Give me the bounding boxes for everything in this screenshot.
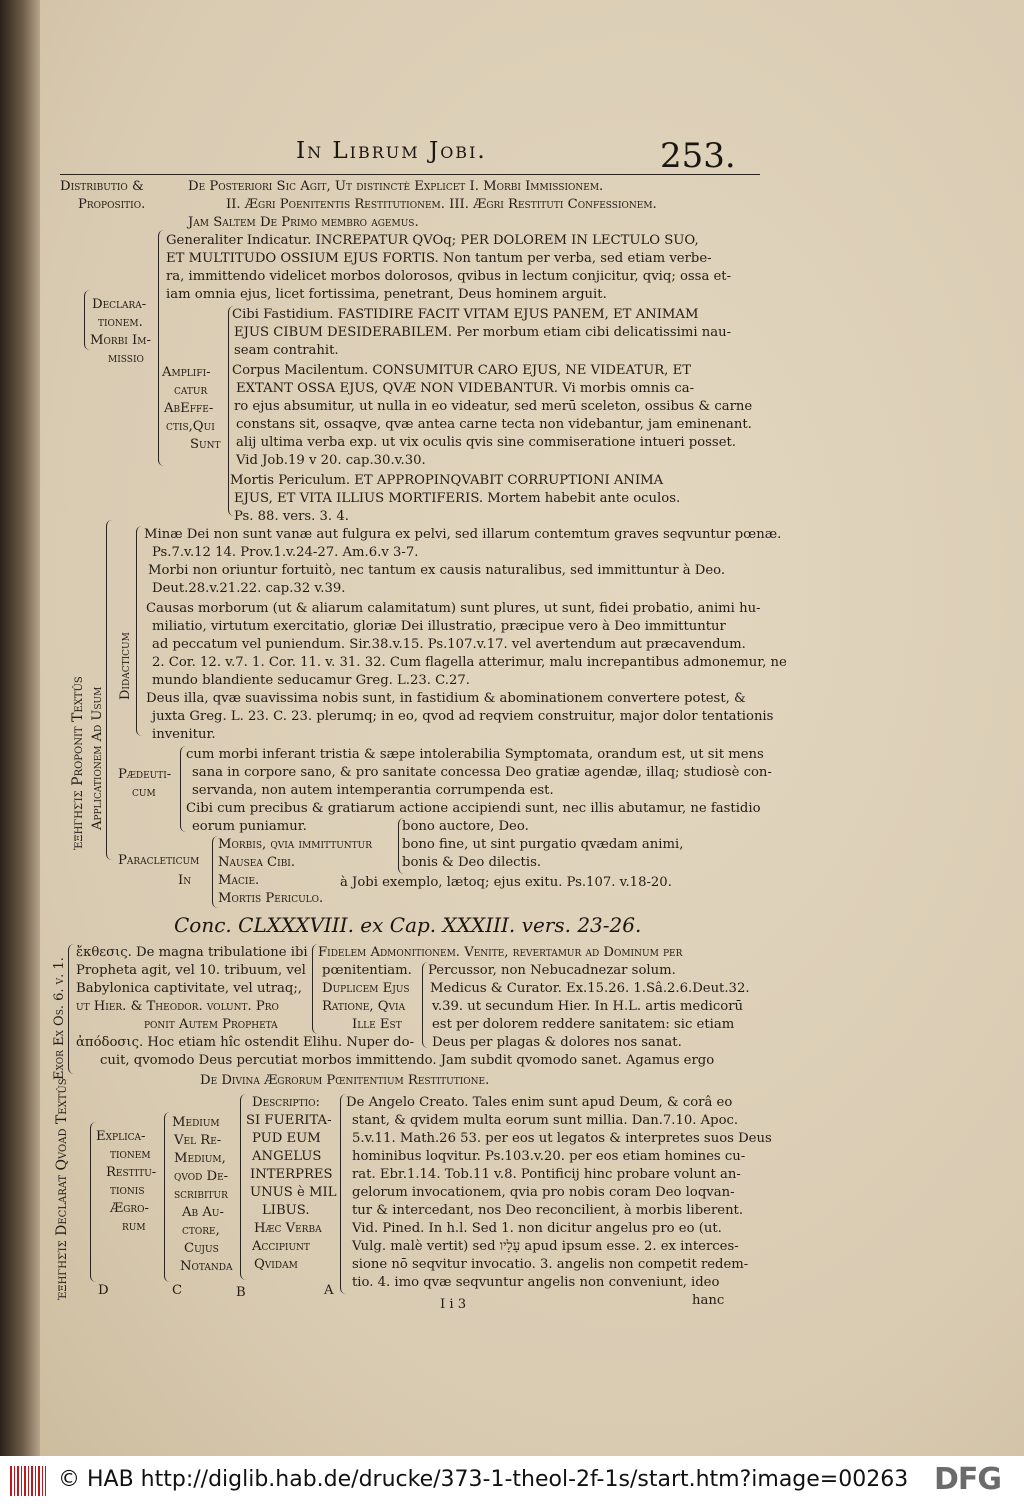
- percussor-line: Medicus & Curator. Ex.15.26. 1.Sâ.2.6.Deut.32.: [430, 981, 750, 996]
- angelo-line: gelorum invocationem, qvia pro nobis coram Deo loqvan-: [352, 1185, 735, 1200]
- restitutio-subtitle: De Divina Ægrorum Pœnitentium Restitutione.: [200, 1073, 490, 1088]
- column-letter: B: [236, 1285, 246, 1300]
- medium-label: Vel Re-: [174, 1133, 222, 1148]
- exor-line: ἔκθεσις. De magna tribulatione ibi: [76, 945, 308, 960]
- amplificatur-line: Ps. 88. vers. 3. 4.: [234, 509, 349, 524]
- brace: [136, 526, 143, 736]
- brace: [106, 520, 113, 860]
- brace: [164, 1112, 171, 1282]
- vertical-label-declarat: ἐξηγησίς Declarat Qvoad Textûs: [54, 1078, 70, 1300]
- viewer-footer: [0, 1456, 1024, 1504]
- percussor-line: est per dolorem reddere sanitatem: sic etiam: [432, 1017, 735, 1032]
- exor-line: Babylonica captivitate, vel utraq;,: [76, 981, 302, 996]
- angelo-line: tur & intercedant, nos Deo reconcilient, à morbis liberent.: [352, 1203, 744, 1218]
- bleed-through-text: ······: [4, 380, 17, 401]
- running-head: In Librum Jobi.: [296, 138, 487, 164]
- didacticum-line: mundo blandiente seducamur Greg. L.23. C.27.: [152, 673, 470, 688]
- header-rule: [60, 174, 760, 175]
- vertical-label-didacticum: Didacticum: [118, 632, 133, 700]
- column-letter: D: [98, 1283, 109, 1298]
- angelo-line: hominibus loqvitur. Ps.103.v.20. per eos etiam homines cu-: [352, 1149, 746, 1164]
- amplificatur-label: AbEffe-: [164, 401, 214, 416]
- catchword: hanc: [692, 1293, 725, 1308]
- descriptio-line: Hæc Verba: [254, 1221, 322, 1236]
- angelo-line: Vid. Pined. In h.l. Sed 1. non dicitur angelus pro eo (ut.: [352, 1221, 722, 1236]
- explicationem-label: Restitu-: [106, 1165, 157, 1180]
- amplificatur-line: constans sit, ossaqve, qvæ antea carne tecta non videbantur, jam eminenant.: [236, 417, 752, 432]
- angelo-line: stant, & qvidem multa eorum sunt millia. Dan.7.10. Apoc.: [352, 1113, 739, 1128]
- copyright-link[interactable]: © HAB http://diglib.hab.de/drucke/373-1-theol-2f-1s/start.htm?image=00263: [58, 1467, 909, 1492]
- didacticum-line: Ps.7.v.12 14. Prov.1.v.24-27. Am.6.v 3-7.: [152, 545, 419, 560]
- explicationem-label: tionis: [110, 1183, 145, 1198]
- brace: [68, 944, 75, 1074]
- medium-label: Notanda: [180, 1259, 233, 1274]
- amplificatur-line: Corpus Macilentum. CONSUMITUR CARO EJUS, NE VIDEATUR, ET: [232, 363, 691, 378]
- declaratio-label: Declara-: [92, 297, 147, 312]
- amplificatur-line: EXTANT OSSA EJUS, QVÆ NON VIDEBANTUR. Vi morbis omnis ca-: [236, 381, 695, 396]
- fidelem-line: pœnitentiam.: [322, 963, 412, 978]
- medium-label: qvod De-: [174, 1169, 229, 1184]
- paedeuticum-line: Cibi cum precibus & gratiarum actione accipiendi sunt, nec illis abutamur, ne fastidio: [186, 801, 761, 816]
- paracleticum-reason: bono auctore, Deo.: [402, 819, 529, 834]
- exor-line: ponit Autem Propheta: [144, 1017, 278, 1032]
- amplificatur-line: Vid Job.19 v 20. cap.30.v.30.: [236, 453, 426, 468]
- dfg-logo[interactable]: DFG: [934, 1462, 1002, 1497]
- paedeuticum-line: eorum puniamur.: [192, 819, 307, 834]
- brace: [90, 1122, 97, 1282]
- descriptio-line: Accipiunt: [252, 1239, 310, 1254]
- paracleticum-reason: bonis & Deo dilectis.: [402, 855, 542, 870]
- explicationem-label: Explica-: [96, 1129, 146, 1144]
- didacticum-line: 2. Cor. 12. v.7. 1. Cor. 11. v. 31. 32. Cum flagella atterimur, malu increpantibus admonemur, ne: [152, 655, 787, 670]
- declaratio-label: missio: [108, 351, 144, 366]
- paracleticum-in: In: [178, 873, 192, 888]
- medium-label: Cujus: [184, 1241, 219, 1256]
- didacticum-line: Causas morborum (ut & aliarum calamitatum) sunt plures, ut sunt, fidei probatio, animi hu-: [146, 601, 761, 616]
- paedeuticum-label: cum: [132, 785, 156, 800]
- declaratio-line: Generaliter Indicatur. INCREPATUR QVOq; PER DOLOREM IN LECTULO SUO,: [166, 233, 699, 248]
- declaratio-line: ra, immittendo videlicet morbos dolorosos, qvibus in lectum conjicitur, qviq; ossa et-: [166, 269, 732, 284]
- column-letter: C: [172, 1283, 183, 1298]
- page-number: 253.: [660, 136, 736, 176]
- margin-distributio: Distributio &: [60, 179, 144, 194]
- paedeuticum-label: Pædeuti-: [118, 767, 172, 782]
- angelo-line: De Angelo Creato. Tales enim sunt apud Deum, & corâ eo: [346, 1095, 733, 1110]
- division-line-3: Jam Saltem De Primo membro agemus.: [188, 215, 419, 230]
- percussor-line: Deus per plagas & dolores nos sanat.: [432, 1035, 682, 1050]
- book-page: [40, 0, 1024, 1456]
- division-line-1: De Posteriori Sic Agit, Ut distinctè Explicet I. Morbi Immissionem.: [188, 179, 604, 194]
- paracleticum-reason: bono fine, ut sint purgatio qvædam animi,: [402, 837, 684, 852]
- paracleticum-item: Nausea Cibi.: [218, 855, 296, 870]
- descriptio-line: INTERPRES: [250, 1167, 333, 1182]
- paracleticum-morbis: Morbis, qvia immittuntur: [218, 837, 373, 852]
- amplificatur-line: EJUS CIBUM DESIDERABILEM. Per morbum etiam cibi delicatissimi nau-: [234, 325, 732, 340]
- brace: [158, 230, 165, 466]
- apodosis-line: ἀπόδοσις. Hoc etiam hîc ostendit Elihu. Nuper do-: [76, 1035, 415, 1050]
- descriptio-line: ANGELUS: [252, 1149, 322, 1164]
- explicationem-label: tionem: [110, 1147, 151, 1162]
- didacticum-line: juxta Greg. L. 23. C. 23. plerumq; in eo, qvod ad reqviem construitur, major dolor tentationis: [152, 709, 774, 724]
- medium-label: Medium,: [174, 1151, 226, 1166]
- vertical-label-proponit: ἐξηγησίς Proponit Textûs: [70, 676, 86, 850]
- descriptio-line: PUD EUM: [252, 1131, 321, 1146]
- angelo-line: Vulg. malè vertit) sed עָלָיו apud ipsum esse. 2. ex interces-: [352, 1239, 739, 1254]
- amplificatur-label: catur: [174, 383, 208, 398]
- amplificatur-line: Mortis Periculum. ET APPROPINQVABIT CORRUPTIONI ANIMA: [230, 473, 664, 488]
- paracleticum-item: Mortis Periculo.: [218, 891, 324, 906]
- fidelem-line: Ratione, Qvia: [322, 999, 406, 1014]
- brace: [340, 1094, 347, 1294]
- declaratio-label: Morbi Im-: [90, 333, 151, 348]
- exor-line: ut Hier. & Theodor. volunt. Pro: [76, 999, 279, 1014]
- descriptio-line: UNUS è MIL: [250, 1185, 337, 1200]
- paedeuticum-line: servanda, non autem intemperantia corrumpenda est.: [192, 783, 554, 798]
- angelo-line: 5.v.11. Math.26 53. per eos ut legatos & interpretes suos Deus: [352, 1131, 772, 1146]
- didacticum-line: invenitur.: [152, 727, 216, 742]
- amplificatur-line: EJUS, ET VITA ILLIUS MORTIFERIS. Mortem habebit ante oculos.: [234, 491, 681, 506]
- paedeuticum-line: cum morbi inferant tristia & sæpe intolerabilia Symptomata, orandum est, ut sit mens: [186, 747, 764, 762]
- amplificatur-line: Cibi Fastidium. FASTIDIRE FACIT VITAM EJUS PANEM, ET ANIMAM: [232, 307, 699, 322]
- amplificatur-label: Sunt: [190, 437, 221, 452]
- barcode-icon: [10, 1466, 46, 1496]
- descriptio-line: LIBUS.: [262, 1203, 310, 1218]
- descriptio-line: SI FUERITA-: [246, 1113, 332, 1128]
- descriptio-line: Qvidam: [254, 1257, 298, 1272]
- explicationem-label: Ægro-: [110, 1201, 150, 1216]
- vertical-label-exor: Exor Ex Os. 6. v. 1.: [52, 957, 67, 1080]
- column-letter: A: [324, 1283, 334, 1298]
- amplificatur-line: seam contrahit.: [234, 343, 339, 358]
- vertical-label-applicationem: Applicationem Ad Usum: [90, 686, 105, 830]
- paracleticum-conclusion: à Jobi exemplo, lætoq; ejus exitu. Ps.107. v.18-20.: [340, 875, 672, 890]
- paracleticum-item: Macie.: [218, 873, 260, 888]
- fidelem-line: Fidelem Admonitionem. Venite, revertamur ad Dominum per: [318, 945, 683, 960]
- amplificatur-label: Amplifi-: [162, 365, 211, 380]
- didacticum-line: Morbi non oriuntur fortuitò, nec tantum ex causis naturalibus, sed immittuntur à Deo.: [148, 563, 726, 578]
- amplificatur-line: ro ejus absumitur, ut nulla in eo videatur, sed merū sceleton, ossibus & carne: [234, 399, 753, 414]
- medium-label: scribitur: [174, 1187, 228, 1202]
- didacticum-line: miliatio, virtutum exercitatio, gloriæ Dei illustratio, præcipue vero à Deo immittuntur: [152, 619, 726, 634]
- percussor-line: v.39. ut secundum Hier. In H.L. artis medicorū: [432, 999, 744, 1014]
- angelo-line: sione nō seqvitur invocatio. 3. angelis non competit redem-: [352, 1257, 749, 1272]
- fidelem-line: Duplicem Ejus: [322, 981, 410, 996]
- paedeuticum-line: sana in corpore sano, & pro sanitate concessa Deo gratiæ agendæ, illaq; studiosè con-: [192, 765, 772, 780]
- amplificatur-label: ctis,Qui: [166, 419, 215, 434]
- angelo-line: rat. Ebr.1.14. Tob.11 v.8. Pontificij hinc probare volunt an-: [352, 1167, 741, 1182]
- paracleticum-label: Paracleticum: [118, 853, 200, 868]
- previous-page-edge: [0, 0, 40, 1456]
- medium-label: Ab Au-: [182, 1205, 224, 1220]
- medium-label: Medium: [172, 1115, 220, 1130]
- fidelem-line: Ille Est: [352, 1017, 402, 1032]
- medium-label: ctore,: [182, 1223, 220, 1238]
- descriptio-label: Descriptio:: [252, 1095, 320, 1110]
- didacticum-line: Deus illa, qvæ suavissima nobis sunt, in fastidium & abominationem convertere potest, &: [146, 691, 746, 706]
- apodosis-line: cuit, qvomodo Deus percutiat morbos immittendo. Jam subdit qvomodo sanet. Agamus ergo: [100, 1053, 715, 1068]
- percussor-line: Percussor, non Nebucadnezar solum.: [428, 963, 676, 978]
- angelo-line: tio. 4. imo qvæ seqvuntur angelis non conveniunt, ideo: [352, 1275, 720, 1290]
- concio-heading: Conc. CLXXXVIII. ex Cap. XXXIII. vers. 23-26.: [174, 913, 642, 937]
- didacticum-line: ad peccatum vel puniendum. Sir.38.v.15. Ps.107.v.17. vel avertendum aut præcavendum.: [152, 637, 746, 652]
- didacticum-line: Deut.28.v.21.22. cap.32 v.39.: [152, 581, 346, 596]
- declaratio-line: iam omnia ejus, licet fortissima, penetrant, Deus hominem arguit.: [166, 287, 607, 302]
- declaratio-line: ET MULTITUDO OSSIUM EJUS FORTIS. Non tantum per verba, sed etiam verbe-: [166, 251, 712, 266]
- exor-line: Propheta agit, vel 10. tribuum, vel: [76, 963, 306, 978]
- explicationem-label: rum: [122, 1219, 146, 1234]
- didacticum-line: Minæ Dei non sunt vanæ aut fulgura ex pelvi, sed illarum contemtum graves seqvuntur pœnæ.: [144, 527, 782, 542]
- division-line-2: II. Ægri Poenitentis Restitutionem. III. Ægri Restituti Confessionem.: [226, 197, 657, 212]
- amplificatur-line: alij ultima verba exp. ut vix oculis qvis sine commiseratione intueri posset.: [236, 435, 736, 450]
- signature-mark: I i 3: [440, 1297, 467, 1312]
- declaratio-label: tionem.: [98, 315, 143, 330]
- margin-propositio: Propositio.: [78, 197, 146, 212]
